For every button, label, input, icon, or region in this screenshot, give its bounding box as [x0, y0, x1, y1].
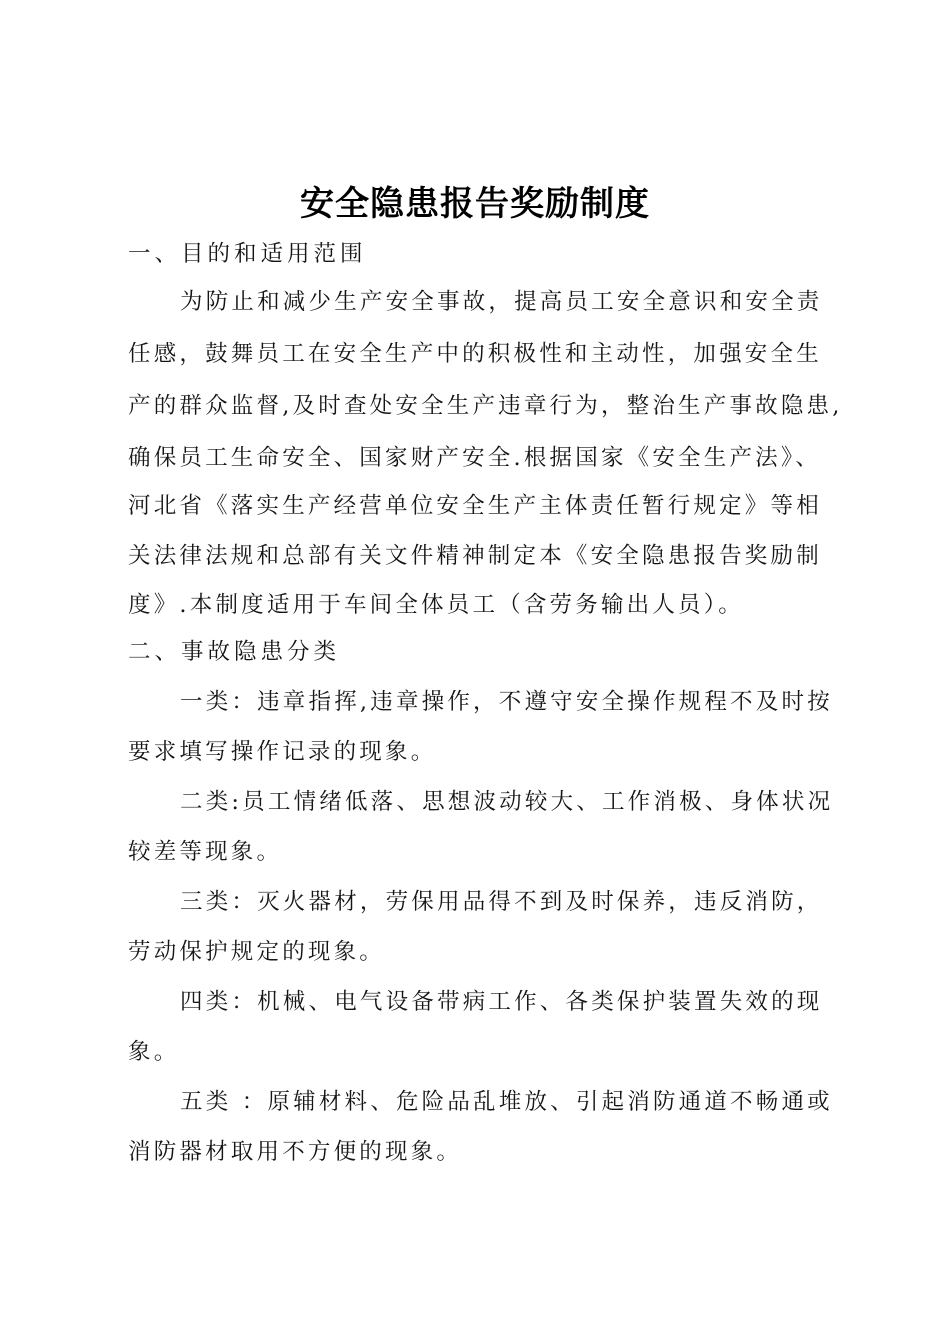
section-heading-hazard-categories: 二、事故隐患分类 — [128, 639, 341, 665]
paragraph-line: 二类:员工情绪低落、思想波动较大、工作消极、身体状况 — [180, 789, 834, 815]
paragraph-line: 要求填写操作记录的现象。 — [128, 739, 437, 765]
paragraph-line: 三类：灭火器材，劳保用品得不到及时保养，违反消防， — [180, 889, 823, 915]
paragraph-line: 河北省《落实生产经营单位安全生产主体责任暂行规定》等相 — [128, 493, 822, 519]
paragraph-line: 为防止和减少生产安全事故，提高员工安全意识和安全责 — [180, 289, 823, 315]
paragraph-line: 象。 — [128, 1039, 180, 1065]
paragraph-line: 关法律法规和总部有关文件精神制定本《安全隐患报告奖励制 — [128, 543, 822, 569]
paragraph-line: 任感，鼓舞员工在安全生产中的积极性和主动性，加强安全生 — [128, 341, 822, 367]
paragraph-line: 五类 ：原辅材料、危险品乱堆放、引起消防通道不畅通或 — [180, 1089, 833, 1115]
section-heading-purpose-scope: 一、目的和适用范围 — [128, 241, 367, 267]
paragraph-line: 产的群众监督,及时查处安全生产违章行为，整治生产事故隐患, — [128, 393, 843, 419]
paragraph-line: 四类：机械、电气设备带病工作、各类保护装置失效的现 — [180, 989, 823, 1015]
paragraph-line: 一类：违章指挥,违章操作，不遵守安全操作规程不及时按 — [180, 689, 833, 715]
paragraph-line: 度》.本制度适用于车间全体员工（含劳务输出人员）。 — [128, 592, 744, 618]
paragraph-line: 较差等现象。 — [128, 839, 283, 865]
paragraph-line: 消防器材取用不方便的现象。 — [128, 1139, 463, 1165]
document-title: 安全隐患报告奖励制度 — [300, 184, 650, 224]
paragraph-line: 劳动保护规定的现象。 — [128, 939, 386, 965]
paragraph-line: 确保员工生命安全、国家财产安全.根据国家《安全生产法》、 — [128, 445, 822, 471]
